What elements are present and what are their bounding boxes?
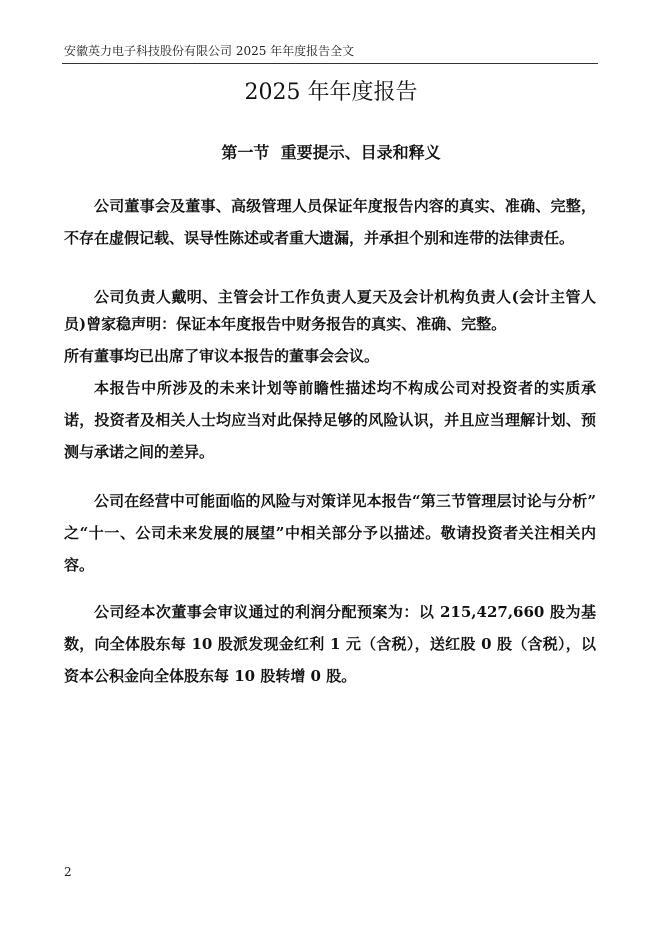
header-divider xyxy=(62,63,598,64)
paragraph-directors-attendance: 所有董事均已出席了审议本报告的董事会会议。 xyxy=(64,347,380,365)
paragraph-risk-notice: 公司在经营中可能面临的风险与对策详见本报告“第三节管理层讨论与分析” 之“十一、公司未来发展的展望”中相关部分予以描述。敬请投资者关注相关内容。 xyxy=(64,492,596,574)
paragraph-board-guarantee: 公司董事会及董事、高级管理人员保证年度报告内容的真实、准确、完整，不存在虚假记载、误导性陈述或者重大遗漏，并承担个别和连带的法律责任。 xyxy=(64,197,596,247)
page-header: 安徽英力电子科技股份有限公司 2025 年年度报告全文 xyxy=(64,44,355,58)
paragraph-forward-looking: 本报告中所涉及的未来计划等前瞻性描述均不构成公司对投资者的实质承诺，投资者及相关人士均应当对此保持足够的风险认识，并且应当理解计划、预测与承诺之间的差异。 xyxy=(64,379,596,461)
page-number: 2 xyxy=(64,865,72,879)
report-title: 2025 年年度报告 xyxy=(244,80,418,105)
section-heading: 第一节 重要提示、目录和释义 xyxy=(221,143,441,162)
paragraph-profit-distribution: 公司经本次董事会审议通过的利润分配预案为：以 215,427,660 股为基数，向全体股东每 10 股派发现金红利 1 元（含税），送红股 0 股（含税），以资本公积金向全体股东每 10 股转增 0 股。 xyxy=(64,603,596,685)
paragraph-responsible-persons: 公司负责人戴明、主管会计工作负责人夏天及会计机构负责人(会计主管人员)曾家稳声明：保证本年度报告中财务报告的真实、准确、完整。 xyxy=(64,288,596,333)
